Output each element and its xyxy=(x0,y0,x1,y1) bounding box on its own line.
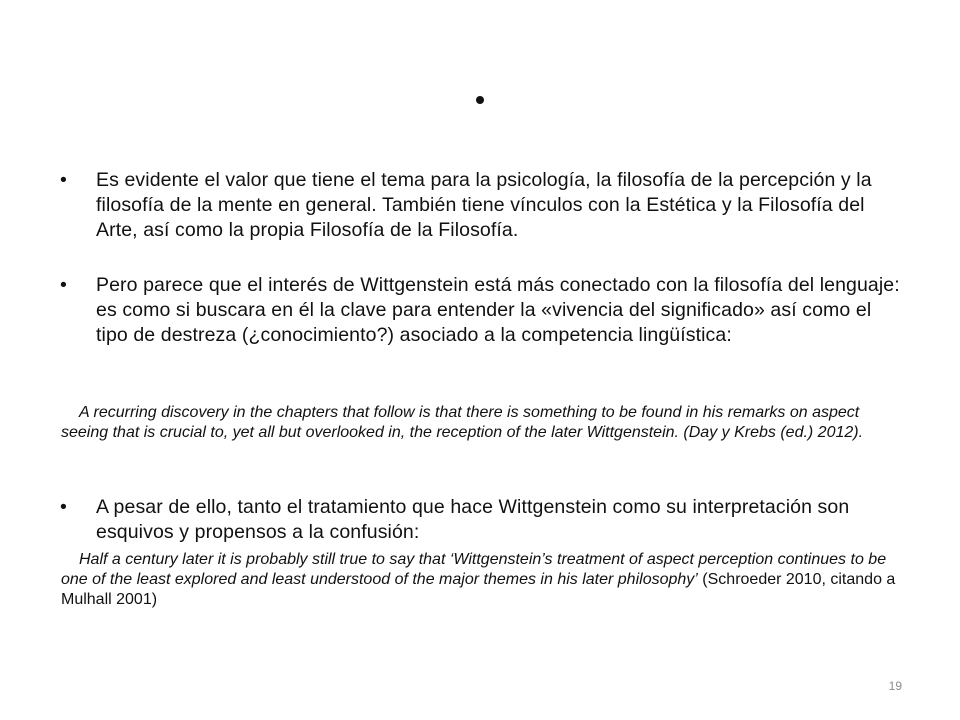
bullet-point-2: • Pero parece que el interés de Wittgenstein está más conectado con la filosofía del lenguaje: es como si buscara en él la clave para entender la «vivencia del significado» así como el tipo de destreza (¿conocimiento?) asociado a la competencia lingüística: xyxy=(96,273,906,348)
bullet-point-1: • Es evidente el valor que tiene el tema para la psicología, la filosofía de la percepción y la filosofía de la mente en general. También tiene vínculos con la Estética y la Filosofía del Arte, así como la propia Filosofía de la Filosofía. xyxy=(96,168,906,243)
quote-schroeder-text: Half a century later it is probably still true to say that ‘Wittgenstein’s treatment of aspect perception continues to be one of the least explored and least understood of the major themes in his later philosophy’ xyxy=(61,551,887,588)
quote-day-krebs-text: A recurring discovery in the chapters that follow is that there is something to be found in his remarks on aspect seeing that is crucial to, yet all but overlooked in, the reception of the later Wittgenstein. (Day y Krebs (ed.) 2012). xyxy=(61,404,864,441)
title-bullet-dot xyxy=(476,96,484,104)
quote-day-krebs xyxy=(61,403,906,443)
page-number: 19 xyxy=(888,679,902,693)
bullet-point-3: • A pesar de ello, tanto el tratamiento que hace Wittgenstein como su interpretación son esquivos y propensos a la confusión: xyxy=(96,495,906,545)
quote-schroeder-citation: (Schroeder 2010, citando a Mulhall 2001) xyxy=(61,571,896,608)
quote-schroeder xyxy=(61,550,906,610)
